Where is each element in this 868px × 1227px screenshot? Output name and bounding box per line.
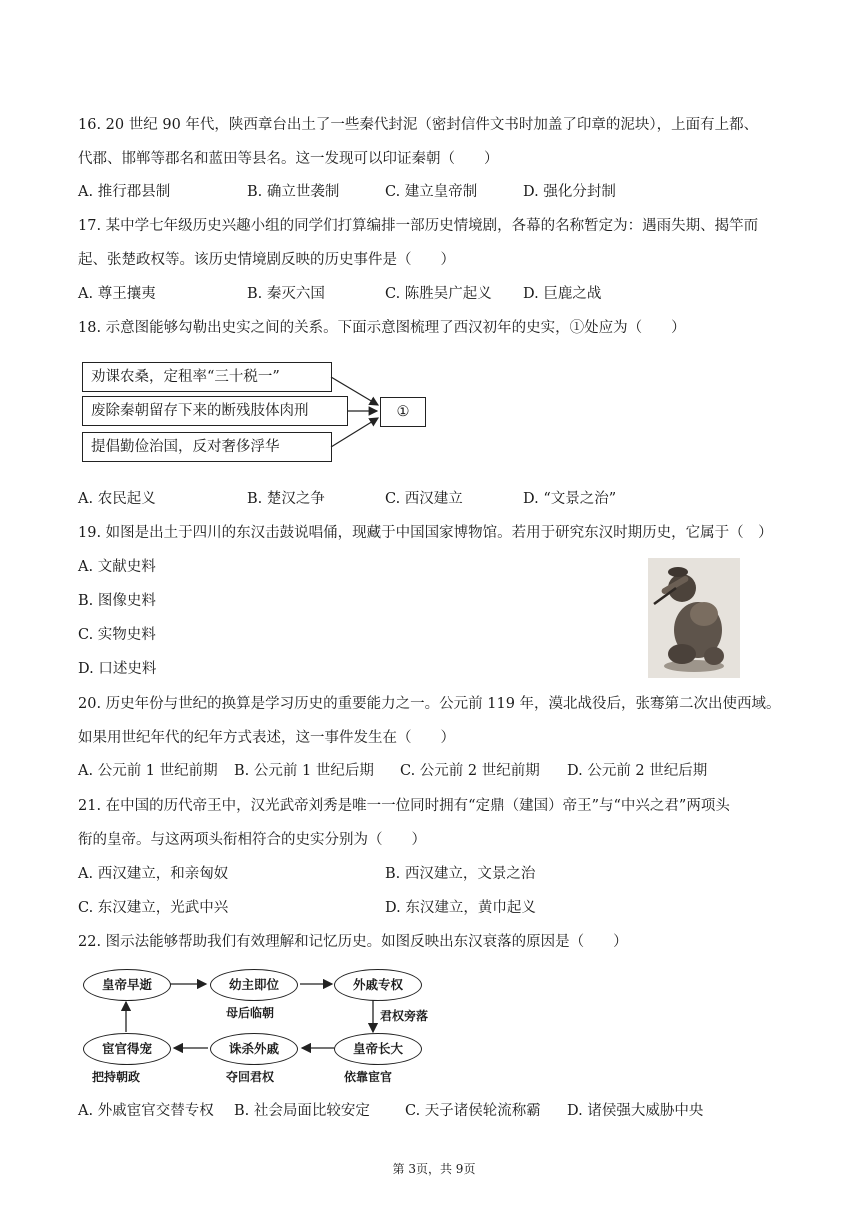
q19-option-c[interactable]: C. 实物史料 [78,627,156,643]
q21-option-b[interactable]: B. 西汉建立，文景之治 [385,866,536,882]
q22-option-d[interactable]: D. 诸侯强大威胁中央 [567,1103,704,1119]
q21-option-c[interactable]: C. 东汉建立，光武中兴 [78,900,229,916]
q17-stem-line2: 起、张楚政权等。该历史情境剧反映的历史事件是（ ） [78,252,455,268]
q18-option-c[interactable]: C. 西汉建立 [385,491,463,507]
q18-box-3: 提倡勤俭治国，反对奢侈浮华 [82,432,332,462]
q16-stem-line1: 16. 20 世纪 90 年代，陕西章台出土了一些秦代封泥（密封信件文书时加盖了印章的泥块），上面有上都、 [78,117,759,133]
q18-box-2: 废除秦朝留存下来的断残肢体肉刑 [82,396,348,426]
q16-option-d[interactable]: D. 强化分封制 [523,184,616,200]
q19-stem-line1: 19. 如图是出土于四川的东汉击鼓说唱俑，现藏于中国国家博物馆。若用于研究东汉时期历史，它属于（ ） [78,525,773,541]
q22-node-eunuch-favor: 宦官得宠 [83,1033,171,1065]
q22-node-consort-kin-power: 外戚专权 [334,969,422,1001]
q20-stem-line2: 如果用世纪年代的纪年方式表述，这一事件发生在（ ） [78,730,455,746]
q20-option-b[interactable]: B. 公元前 1 世纪后期 [234,763,374,779]
drum-storyteller-figurine-image [648,558,740,678]
q20-option-d[interactable]: D. 公元前 2 世纪后期 [567,763,708,779]
q16-option-c[interactable]: C. 建立皇帝制 [385,184,478,200]
q16-option-b[interactable]: B. 确立世袭制 [247,184,340,200]
q18-arrows [0,0,868,500]
q22-label-regain-power: 夺回君权 [226,1070,275,1084]
q20-option-a[interactable]: A. 公元前 1 世纪前期 [78,763,218,779]
q18-option-d[interactable]: D. “文景之治” [523,491,617,507]
q17-option-b[interactable]: B. 秦灭六国 [247,286,325,302]
q20-stem-line1: 20. 历史年份与世纪的换算是学习历史的重要能力之一。公元前 119 年，漠北战役后，张骞第二次出使西域。 [78,696,781,712]
q18-stem-line1: 18. 示意图能够勾勒出史实之间的关系。下面示意图梳理了西汉初年的史实，①处应为（ ） [78,320,686,336]
q22-node-kill-consort-kin: 诛杀外戚 [210,1033,298,1065]
q17-stem-line1: 17. 某中学七年级历史兴趣小组的同学们打算编排一部历史情境剧，各幕的名称暂定为：遇雨失期、揭竿而 [78,218,759,234]
q16-option-a[interactable]: A. 推行郡县制 [78,184,171,200]
q17-option-a[interactable]: A. 尊王攘夷 [78,286,156,302]
q22-node-emperor-early-death: 皇帝早逝 [83,969,171,1001]
q18-option-a[interactable]: A. 农民起义 [78,491,156,507]
q21-stem-line1: 21. 在中国的历代帝王中，汉光武帝刘秀是唯一一位同时拥有“定鼎（建国）帝王”与“中兴之君”两项头 [78,798,730,814]
q17-option-d[interactable]: D. 巨鹿之战 [523,286,602,302]
q17-option-c[interactable]: C. 陈胜吴广起义 [385,286,492,302]
q22-node-emperor-grows-up: 皇帝长大 [334,1033,422,1065]
q22-option-b[interactable]: B. 社会局面比较安定 [234,1103,370,1119]
q22-label-regency: 母后临朝 [226,1006,275,1020]
q16-stem-line2: 代郡、邯郸等郡名和蓝田等县名。这一发现可以印证秦朝（ ） [78,151,499,167]
q21-stem-line2: 衔的皇帝。与这两项头衔相符合的史实分别为（ ） [78,832,426,848]
q22-stem-line1: 22. 图示法能够帮助我们有效理解和记忆历史。如图反映出东汉衰落的原因是（ ） [78,934,628,950]
q18-box-1: 劝课农桑，定租率“三十税一” [82,362,332,392]
page-footer: 第 3页，共 9页 [392,1162,476,1176]
q21-option-a[interactable]: A. 西汉建立，和亲匈奴 [78,866,229,882]
q21-option-d[interactable]: D. 东汉建立，黄巾起义 [385,900,536,916]
q18-option-b[interactable]: B. 楚汉之争 [247,491,325,507]
q22-label-control-court: 把持朝政 [92,1070,141,1084]
q19-option-d[interactable]: D. 口述史料 [78,661,157,677]
q19-option-b[interactable]: B. 图像史料 [78,593,156,609]
q22-option-c[interactable]: C. 天子诸侯轮流称霸 [405,1103,541,1119]
q18-result-box: ① [380,397,426,427]
q22-label-rely-eunuch: 依靠宦官 [344,1070,393,1084]
q20-option-c[interactable]: C. 公元前 2 世纪前期 [400,763,540,779]
q22-label-power-lost: 君权旁落 [380,1009,429,1023]
q19-option-a[interactable]: A. 文献史料 [78,559,156,575]
q22-option-a[interactable]: A. 外戚宦官交替专权 [78,1103,214,1119]
q22-node-young-emperor: 幼主即位 [210,969,298,1001]
